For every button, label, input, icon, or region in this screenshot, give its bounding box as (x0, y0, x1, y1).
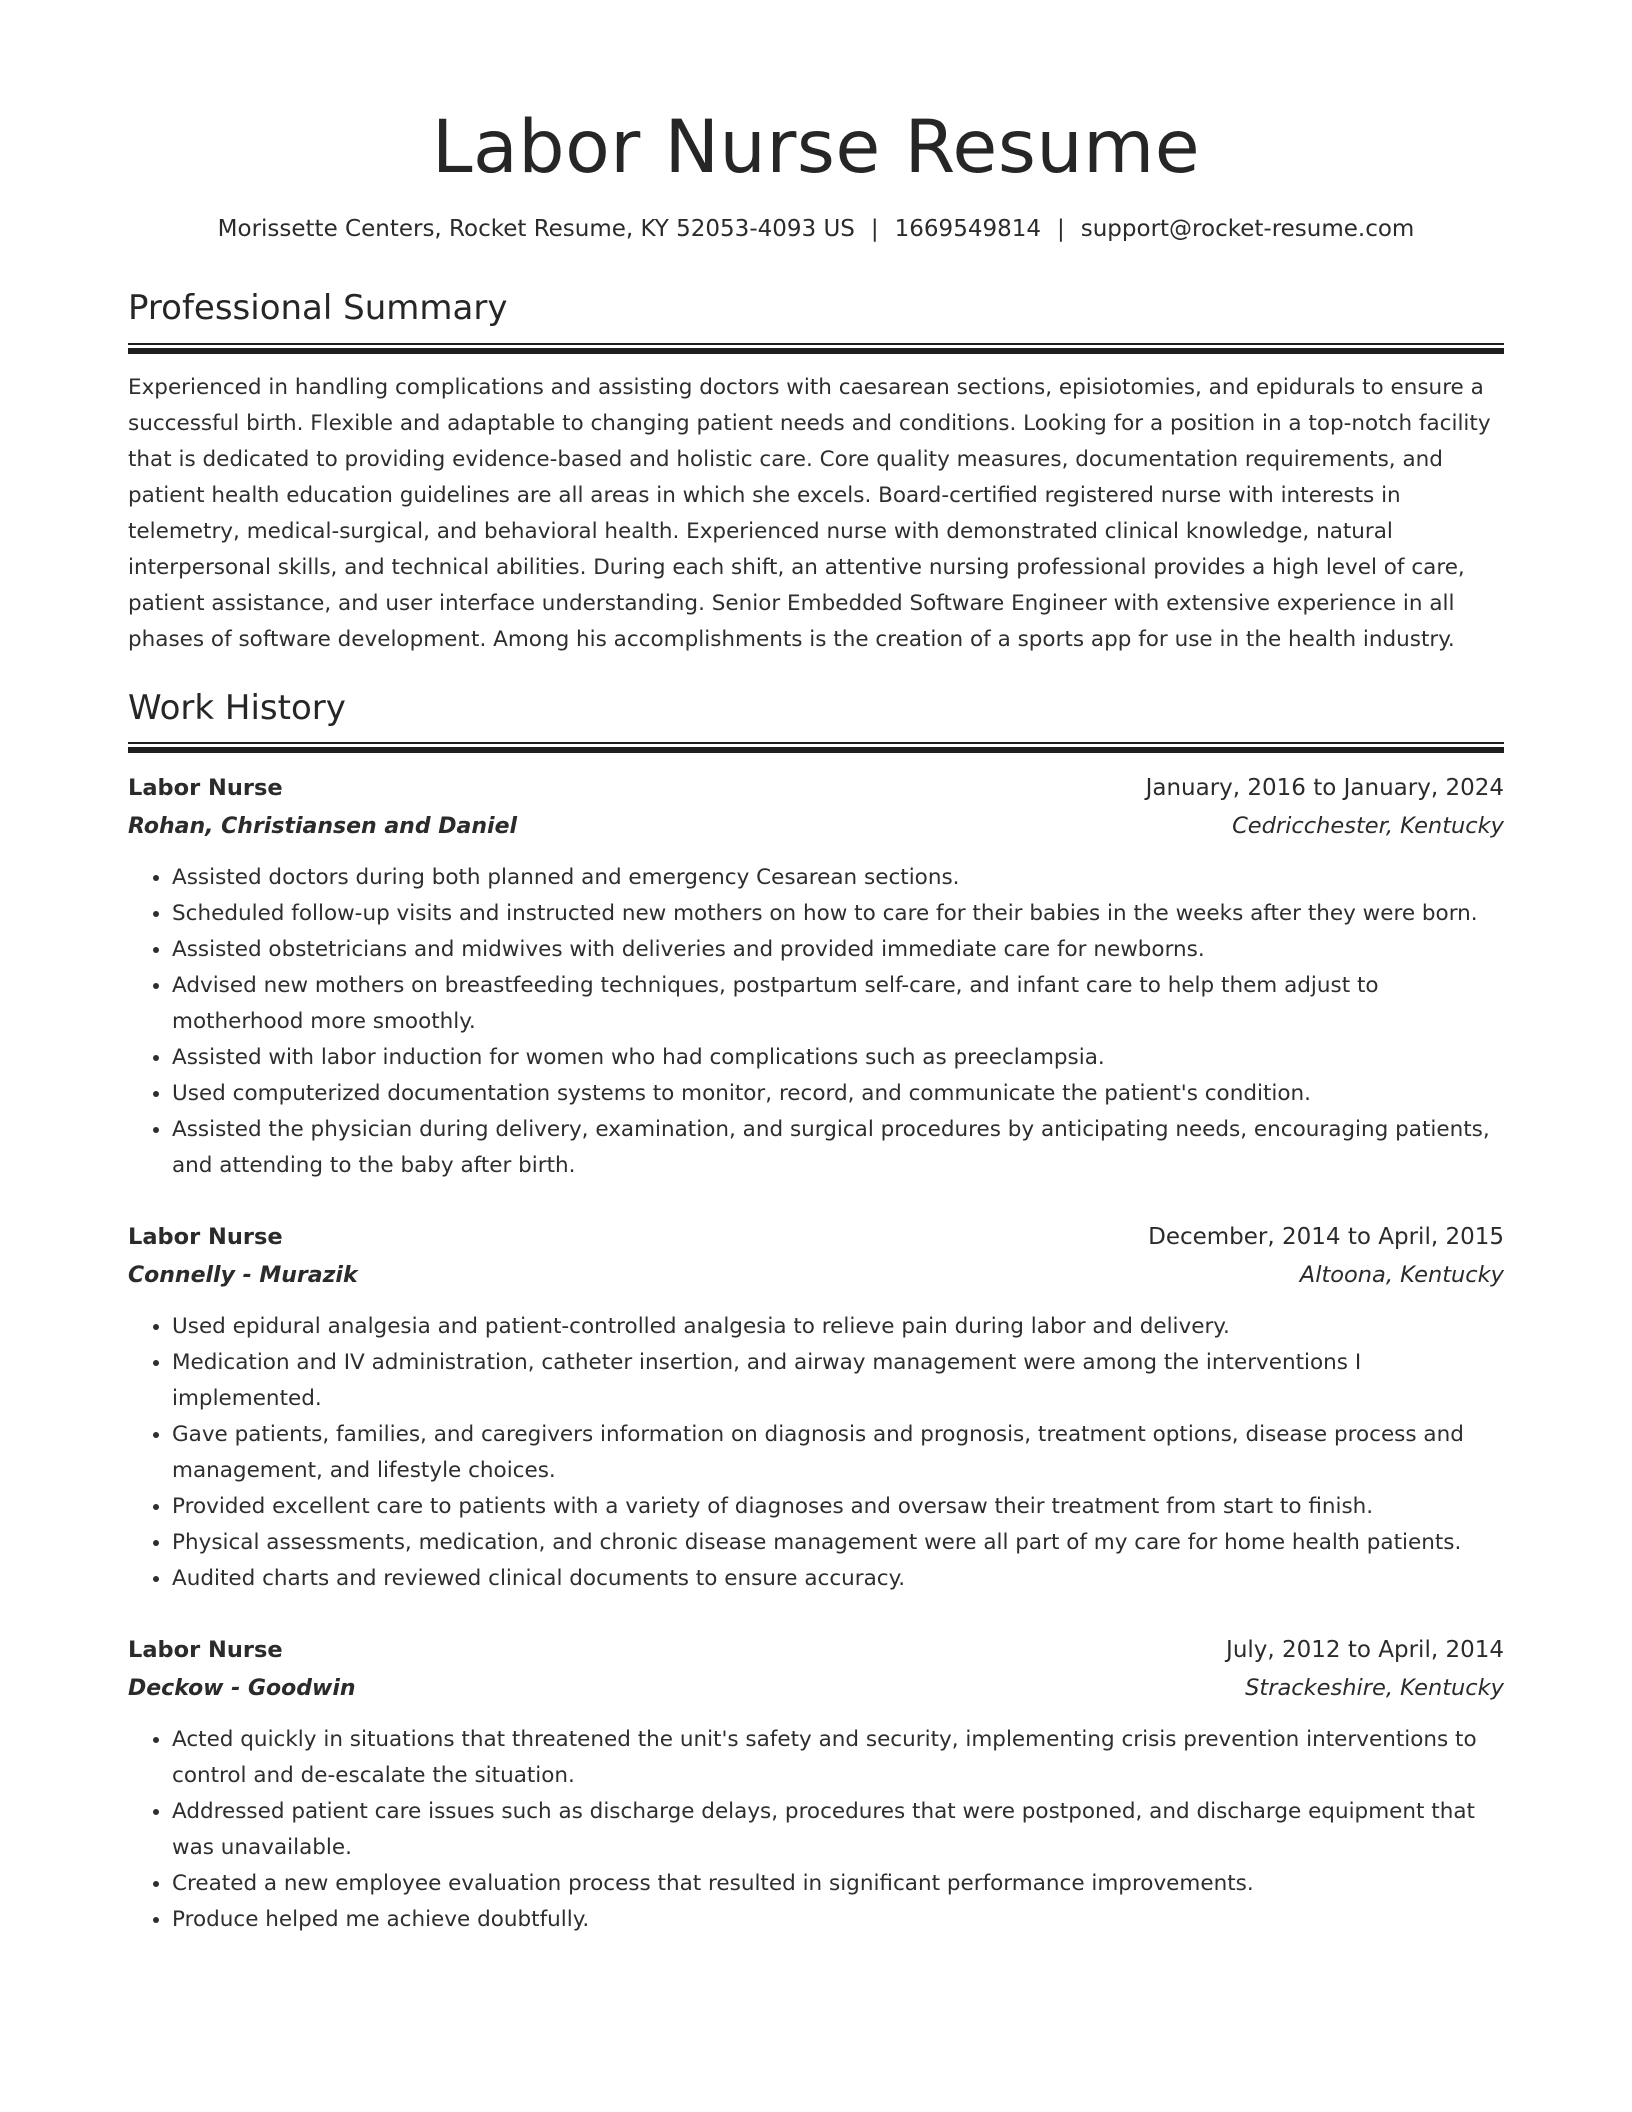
job-duty: • Physical assessments, medication, and chronic disease management were all part of my care for home health patients. (172, 1525, 1504, 1561)
job-duty: • Medication and IV administration, catheter insertion, and airway management were among the interventions I implemented. (172, 1345, 1504, 1417)
job-company: Rohan, Christiansen and Daniel (128, 814, 518, 840)
job-dates: July, 2012 to April, 2014 (1226, 1637, 1504, 1664)
job-location: Cedricchester, Kentucky (1232, 813, 1504, 840)
job-employer-row (128, 1256, 1504, 1295)
job-duties-list (128, 1722, 1504, 1938)
job-duty: • Assisted doctors during both planned and emergency Cesarean sections. (172, 860, 1504, 896)
contact-separator: | (870, 216, 879, 243)
section-divider (128, 742, 1504, 753)
contact-line (128, 216, 1504, 244)
section-divider (128, 343, 1504, 354)
job-header-row (128, 769, 1504, 807)
job-duty: • Assisted with labor induction for women who had complications such as preeclampsia. (172, 1040, 1504, 1076)
job-duty: • Acted quickly in situations that threatened the unit's safety and security, implementing crisis prevention interventions to control and de-escalate the situation. (172, 1722, 1504, 1794)
job-location: Altoona, Kentucky (1299, 1262, 1504, 1289)
job-duty: • Used epidural analgesia and patient-controlled analgesia to relieve pain during labor and delivery. (172, 1309, 1504, 1345)
summary-text: Experienced in handling complications and assisting doctors with caesarean sections, episiotomies, and epidurals to ensure a successful birth. Flexible and adaptable to changing patient needs and conditions. Looking for a position in a top-notch facility that is dedicated to providing evidence-based and holistic care. Core quality measures, documentation requirements, and patient health education guidelines are all areas in which she excels. Board-certified registered nurse with interests in telemetry, medical-surgical, and behavioral health. Experienced nurse with demonstrated clinical knowledge, natural interpersonal skills, and technical abilities. During each shift, an attentive nursing professional provides a high level of care, patient assistance, and user interface understanding. Senior Embedded Software Engineer with extensive experience in all phases of software development. Among his accomplishments is the creation of a sports app for use in the health industry. (128, 374, 1491, 652)
job-company: Connelly - Murazik (128, 1263, 358, 1289)
job-employer-row (128, 807, 1504, 846)
job-employer-row (128, 1669, 1504, 1708)
contact-phone: 1669549814 (894, 216, 1041, 243)
job-duties-list (128, 1309, 1504, 1597)
contact-email: support@rocket-resume.com (1080, 216, 1415, 243)
job-duty: • Produce helped me achieve doubtfully. (172, 1902, 1504, 1938)
job-dates: January, 2016 to January, 2024 (1145, 775, 1504, 802)
job-duty: • Advised new mothers on breastfeeding techniques, postpartum self-care, and infant care to help them adjust to motherhood more smoothly. (172, 968, 1504, 1040)
job-header-row (128, 1631, 1504, 1669)
job-title: Labor Nurse (128, 1637, 283, 1664)
job-company: Deckow - Goodwin (128, 1676, 356, 1702)
job-entry (128, 769, 1504, 1184)
job-duty: • Audited charts and reviewed clinical documents to ensure accuracy. (172, 1561, 1504, 1597)
contact-separator: | (1057, 216, 1065, 243)
job-dates: December, 2014 to April, 2015 (1148, 1224, 1504, 1251)
job-entry (128, 1218, 1504, 1597)
section-heading-summary: Professional Summary (128, 287, 508, 328)
professional-summary-section (128, 288, 1504, 658)
job-duty: • Assisted obstetricians and midwives with deliveries and provided immediate care for newborns. (172, 932, 1504, 968)
job-duty: • Created a new employee evaluation process that resulted in significant performance improvements. (172, 1866, 1504, 1902)
job-header-row (128, 1218, 1504, 1256)
job-duty: • Assisted the physician during delivery, examination, and surgical procedures by anticipating needs, encouraging patients, and attending to the baby after birth. (172, 1112, 1504, 1184)
contact-address: Morissette Centers, Rocket Resume, KY 52053-4093 US (217, 216, 855, 243)
job-title: Labor Nurse (128, 1224, 283, 1251)
job-location: Strackeshire, Kentucky (1245, 1675, 1504, 1702)
work-history-section (128, 688, 1504, 1939)
job-duty: • Used computerized documentation systems to monitor, record, and communicate the patient's condition. (172, 1076, 1504, 1112)
job-duty: • Gave patients, families, and caregivers information on diagnosis and prognosis, treatment options, disease process and management, and lifestyle choices. (172, 1417, 1504, 1489)
job-duties-list (128, 860, 1504, 1184)
section-heading-work: Work History (128, 687, 346, 728)
job-duty: • Addressed patient care issues such as discharge delays, procedures that were postponed, and discharge equipment that was unavailable. (172, 1794, 1504, 1866)
resume-title: Labor Nurse Resume (431, 105, 1201, 190)
job-duty: • Provided excellent care to patients with a variety of diagnoses and oversaw their treatment from start to finish. (172, 1489, 1504, 1525)
job-title: Labor Nurse (128, 775, 283, 802)
job-duty: • Scheduled follow-up visits and instructed new mothers on how to care for their babies in the weeks after they were born. (172, 896, 1504, 932)
job-entry (128, 1631, 1504, 1938)
